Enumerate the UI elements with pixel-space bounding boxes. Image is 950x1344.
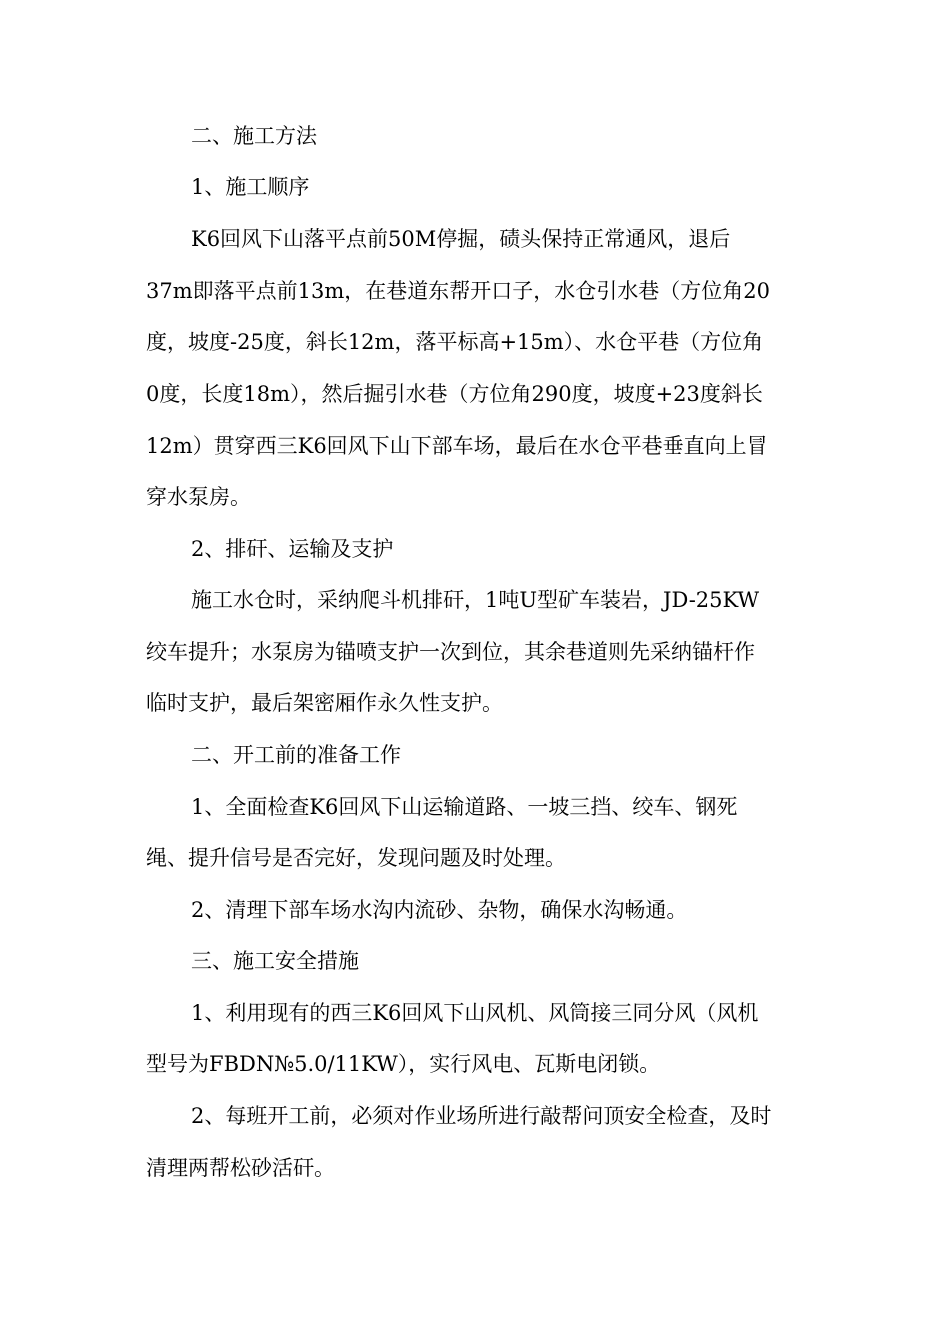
paragraph-line: 2、每班开工前，必须对作业场所进行敲帮问顶安全检查，及时 xyxy=(191,1104,772,1128)
paragraph-line: K6回风下山落平点前50M停掘，碛头保持正常通风，退后 xyxy=(191,227,731,251)
subheading-muck-transport-support: 2、排矸、运输及支护 xyxy=(191,537,394,561)
paragraph-line: 绞车提升；水泵房为锚喷支护一次到位，其余巷道则先采纳锚杆作 xyxy=(146,640,755,664)
section-heading-preparation: 二、开工前的准备工作 xyxy=(191,743,401,767)
paragraph-line: 1、全面检查K6回风下山运输道路、一坡三挡、绞车、钢死 xyxy=(191,795,738,819)
paragraph-line: 清理两帮松砂活矸。 xyxy=(146,1156,335,1180)
paragraph-line: 2、清理下部车场水沟内流砂、杂物，确保水沟畅通。 xyxy=(191,898,688,922)
paragraph-line: 施工水仓时，采纳爬斗机排矸，1吨U型矿车装岩，JD-25KW xyxy=(191,588,760,612)
paragraph-line: 型号为FBDN№5.0/11KW），实行风电、瓦斯电闭锁。 xyxy=(146,1052,661,1076)
subheading-construction-sequence: 1、施工顺序 xyxy=(191,175,310,199)
paragraph-line: 绳、提升信号是否完好，发现问题及时处理。 xyxy=(146,846,566,870)
paragraph-line: 12m）贯穿西三K6回风下山下部车场，最后在水仓平巷垂直向上冒 xyxy=(146,434,768,458)
paragraph-line: 1、利用现有的西三K6回风下山风机、风筒接三同分风（风机 xyxy=(191,1001,759,1025)
paragraph-line: 0度，长度18m），然后掘引水巷（方位角290度，坡度+23度斜长 xyxy=(146,382,763,406)
paragraph-line: 度，坡度-25度，斜长12m，落平标高+15m）、水仓平巷（方位角 xyxy=(146,330,764,354)
section-heading-construction-method: 二、施工方法 xyxy=(191,124,317,148)
section-heading-safety-measures: 三、施工安全措施 xyxy=(191,949,359,973)
paragraph-line: 37m即落平点前13m，在巷道东帮开口子，水仓引水巷（方位角20 xyxy=(146,279,770,303)
paragraph-line: 临时支护，最后架密厢作永久性支护。 xyxy=(146,691,503,715)
paragraph-line: 穿水泵房。 xyxy=(146,485,251,509)
